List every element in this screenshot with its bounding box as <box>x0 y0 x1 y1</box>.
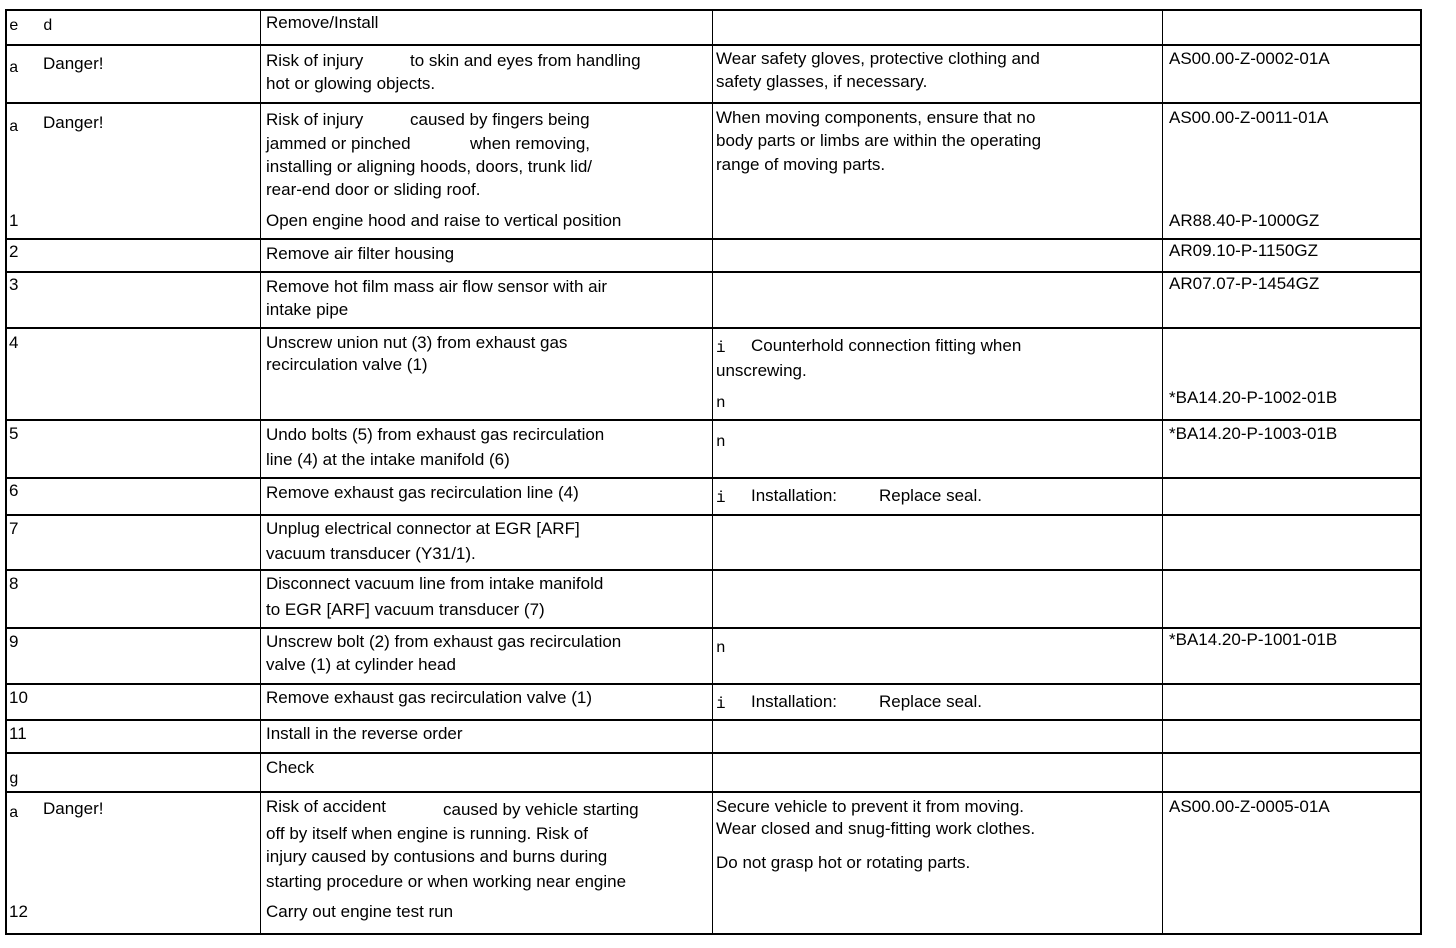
install-symbol: d <box>43 17 53 35</box>
step-text: Open engine hood and raise to vertical position <box>266 211 622 230</box>
step-number: 5 <box>9 424 19 443</box>
step-number: 12 <box>9 902 28 921</box>
step-number: 11 <box>9 724 27 743</box>
document-reference: AS00.00-Z-0002-01A <box>1169 49 1330 68</box>
step-number: 7 <box>9 519 19 538</box>
step-text: Remove air filter housing <box>266 244 455 263</box>
info-note: Installation: <box>751 486 837 505</box>
danger-label: Danger! <box>43 113 104 132</box>
row-divider <box>7 102 1420 104</box>
note-icon: n <box>716 394 726 412</box>
document-reference: *BA14.20-P-1001-01B <box>1169 630 1338 649</box>
step-number: 3 <box>9 275 19 294</box>
row-divider <box>7 44 1420 46</box>
column-divider <box>712 11 713 933</box>
danger-icon: a <box>9 118 19 136</box>
step-number: 6 <box>9 481 19 500</box>
step-number: 1 <box>9 211 19 230</box>
info-note: Replace seal. <box>879 486 983 505</box>
document-reference: AR88.40-P-1000GZ <box>1169 211 1320 230</box>
document-reference: *BA14.20-P-1003-01B <box>1169 424 1338 443</box>
row-divider <box>7 752 1420 754</box>
danger-text: starting procedure or when working near engine <box>266 872 627 891</box>
row-divider <box>7 791 1420 793</box>
section-title-remove-install: Remove/Install <box>266 13 379 32</box>
safety-measure: Wear safety gloves, protective clothing and <box>716 49 1040 68</box>
row-divider <box>7 419 1420 421</box>
danger-text: off by itself when engine is running. Risk of <box>266 824 588 843</box>
row-divider <box>7 719 1420 721</box>
step-text: recirculation valve (1) <box>266 355 428 374</box>
safety-measure: safety glasses, if necessary. <box>716 72 928 91</box>
danger-text: caused by vehicle starting <box>443 800 639 819</box>
info-note: unscrewing. <box>716 361 807 380</box>
step-number: 2 <box>9 242 19 261</box>
info-note: Installation: <box>751 692 837 711</box>
step-number: 10 <box>9 688 28 707</box>
document-reference: AS00.00-Z-0005-01A <box>1169 797 1330 816</box>
work-procedure-table <box>5 9 1422 935</box>
info-note: Replace seal. <box>879 692 983 711</box>
danger-icon: a <box>9 59 19 77</box>
row-divider <box>7 477 1420 479</box>
column-divider <box>260 11 261 933</box>
info-icon: i <box>716 695 726 713</box>
step-text: Remove exhaust gas recirculation valve (1) <box>266 688 592 707</box>
check-symbol: g <box>9 770 19 788</box>
section-title-check: Check <box>266 758 315 777</box>
step-text: intake pipe <box>266 300 349 319</box>
danger-label: Danger! <box>43 54 104 73</box>
step-number: 8 <box>9 574 19 593</box>
danger-label: Danger! <box>43 799 104 818</box>
document-reference: AS00.00-Z-0011-01A <box>1169 108 1329 127</box>
document-reference: *BA14.20-P-1002-01B <box>1169 388 1338 407</box>
row-divider <box>7 514 1420 516</box>
safety-measure: Wear closed and snug-fitting work clothes. <box>716 819 1036 838</box>
danger-text: to skin and eyes from handling <box>410 51 641 70</box>
step-number: 4 <box>9 333 19 352</box>
step-text: Unscrew union nut (3) from exhaust gas <box>266 333 568 352</box>
danger-text: rear-end door or sliding roof. <box>266 180 481 199</box>
step-text: valve (1) at cylinder head <box>266 655 456 674</box>
info-icon: i <box>716 339 726 357</box>
row-divider <box>7 683 1420 685</box>
danger-text: Risk of accident <box>266 797 386 816</box>
document-reference: AR09.10-P-1150GZ <box>1169 241 1318 260</box>
safety-measure: Do not grasp hot or rotating parts. <box>716 853 971 872</box>
step-text: to EGR [ARF] vacuum transducer (7) <box>266 600 545 619</box>
safety-measure: Secure vehicle to prevent it from moving. <box>716 797 1025 816</box>
column-divider <box>1162 11 1163 933</box>
step-text: Install in the reverse order <box>266 724 463 743</box>
step-text: vacuum transducer (Y31/1). <box>266 544 476 563</box>
safety-measure: range of moving parts. <box>716 155 886 174</box>
danger-icon: a <box>9 804 19 822</box>
danger-text: Risk of injury <box>266 51 364 70</box>
step-number: 9 <box>9 632 19 651</box>
step-text: Undo bolts (5) from exhaust gas recirculation <box>266 425 605 444</box>
step-text: Unscrew bolt (2) from exhaust gas recirculation <box>266 632 622 651</box>
step-text: Remove exhaust gas recirculation line (4) <box>266 483 579 502</box>
document-reference: AR07.07-P-1454GZ <box>1169 274 1320 293</box>
step-text: Remove hot film mass air flow sensor with air <box>266 277 608 296</box>
row-divider <box>7 569 1420 571</box>
danger-text: Risk of injury <box>266 110 364 129</box>
danger-text: when removing, <box>470 134 591 153</box>
safety-measure: body parts or limbs are within the operating <box>716 131 1042 150</box>
row-divider <box>7 327 1420 329</box>
danger-text: injury caused by contusions and burns during <box>266 847 608 866</box>
safety-measure: When moving components, ensure that no <box>716 108 1036 127</box>
note-icon: n <box>716 433 726 451</box>
danger-text: jammed or pinched <box>266 134 411 153</box>
step-text: line (4) at the intake manifold (6) <box>266 450 510 469</box>
danger-text: caused by fingers being <box>410 110 590 129</box>
info-note: Counterhold connection fitting when <box>751 336 1022 355</box>
danger-text: hot or glowing objects. <box>266 74 436 93</box>
info-icon: i <box>716 489 726 507</box>
step-text: Disconnect vacuum line from intake manifold <box>266 574 604 593</box>
step-text: Carry out engine test run <box>266 902 454 921</box>
note-icon: n <box>716 639 726 657</box>
danger-text: installing or aligning hoods, doors, trunk lid/ <box>266 157 593 176</box>
step-text: Unplug electrical connector at EGR [ARF] <box>266 519 580 538</box>
remove-symbol: e <box>9 17 19 35</box>
